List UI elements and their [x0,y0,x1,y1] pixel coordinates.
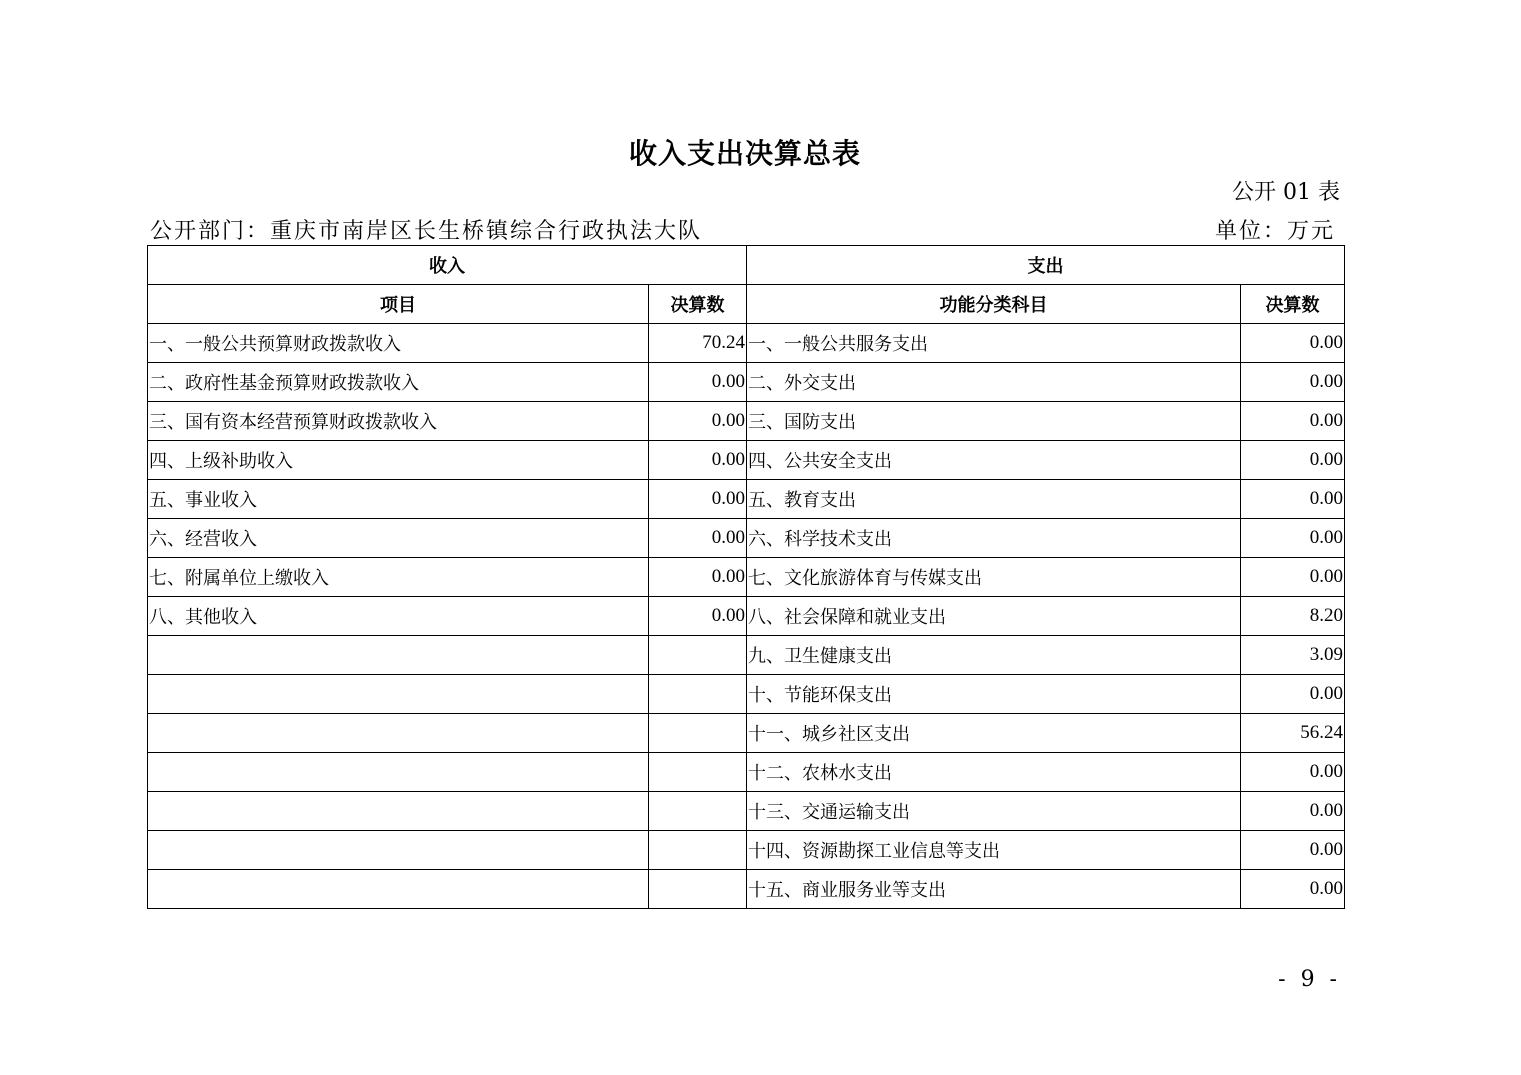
income-amount-cell: 0.00 [649,597,747,636]
expense-item-cell: 十二、农林水支出 [747,753,1241,792]
income-amount-cell [649,636,747,675]
expense-amount-cell: 0.00 [1241,675,1345,714]
table-row [148,324,1345,363]
income-item-cell [148,714,649,753]
expense-item-cell: 一、一般公共服务支出 [747,324,1241,363]
income-item-cell [148,636,649,675]
expense-amount-cell: 0.00 [1241,831,1345,870]
table-row [148,753,1345,792]
income-amount-cell: 0.00 [649,441,747,480]
expense-item-cell: 六、科学技术支出 [747,519,1241,558]
income-amount-cell: 70.24 [649,324,747,363]
expense-item-cell: 十、节能环保支出 [747,675,1241,714]
income-item-cell: 三、国有资本经营预算财政拨款收入 [148,402,649,441]
income-amount-cell [649,870,747,909]
table-body [148,324,1345,909]
page-title: 收入支出决算总表 [628,137,861,170]
income-item-cell: 八、其他收入 [148,597,649,636]
income-item-cell [148,675,649,714]
function-category-header: 功能分类科目 [747,285,1241,324]
expense-item-cell: 十五、商业服务业等支出 [747,870,1241,909]
table-row [148,480,1345,519]
expense-amount-cell: 0.00 [1241,324,1345,363]
income-amount-cell: 0.00 [649,480,747,519]
expense-item-cell: 九、卫生健康支出 [747,636,1241,675]
income-amount-cell [649,675,747,714]
expense-amount-cell: 8.20 [1241,597,1345,636]
income-amount-cell: 0.00 [649,519,747,558]
form-code: 公开 01 表 [1232,180,1340,205]
expense-item-cell: 七、文化旅游体育与传媒支出 [747,558,1241,597]
page-number: - 9 - [1278,967,1341,992]
expense-item-cell: 十三、交通运输支出 [747,792,1241,831]
expense-amount-cell: 56.24 [1241,714,1345,753]
table-row [148,831,1345,870]
income-amount-cell [649,714,747,753]
table-row [148,558,1345,597]
expense-amount-cell: 0.00 [1241,480,1345,519]
expense-amount-header: 决算数 [1241,285,1345,324]
table-row [148,441,1345,480]
income-amount-cell: 0.00 [649,402,747,441]
expense-item-cell: 三、国防支出 [747,402,1241,441]
expense-amount-cell: 0.00 [1241,363,1345,402]
income-item-cell [148,792,649,831]
expense-amount-cell: 0.00 [1241,519,1345,558]
income-item-cell [148,831,649,870]
expense-amount-cell: 0.00 [1241,792,1345,831]
department-label: 公开部门：重庆市南岸区长生桥镇综合行政执法大队 [150,219,703,244]
expense-item-cell: 四、公共安全支出 [747,441,1241,480]
income-item-cell: 四、上级补助收入 [148,441,649,480]
income-item-cell [148,870,649,909]
income-expense-table [147,245,1345,909]
income-item-cell: 七、附属单位上缴收入 [148,558,649,597]
table-row [148,402,1345,441]
expense-amount-cell: 0.00 [1241,402,1345,441]
table-group-header-row [148,246,1345,285]
expense-item-cell: 八、社会保障和就业支出 [747,597,1241,636]
table-row [148,675,1345,714]
income-amount-cell [649,792,747,831]
income-item-cell: 五、事业收入 [148,480,649,519]
expense-amount-cell: 0.00 [1241,441,1345,480]
unit-label: 单位：万元 [1214,219,1335,244]
table-row [148,714,1345,753]
income-amount-cell [649,753,747,792]
expense-amount-cell: 0.00 [1241,870,1345,909]
expense-amount-cell: 3.09 [1241,636,1345,675]
table-row [148,597,1345,636]
table-row [148,363,1345,402]
expense-item-cell: 二、外交支出 [747,363,1241,402]
expense-item-cell: 十一、城乡社区支出 [747,714,1241,753]
income-amount-header: 决算数 [649,285,747,324]
expense-item-cell: 十四、资源勘探工业信息等支出 [747,831,1241,870]
income-item-cell [148,753,649,792]
table-row [148,792,1345,831]
table-column-header-row [148,285,1345,324]
expense-amount-cell: 0.00 [1241,558,1345,597]
expense-item-cell: 五、教育支出 [747,480,1241,519]
income-item-cell: 二、政府性基金预算财政拨款收入 [148,363,649,402]
income-item-header: 项目 [148,285,649,324]
table-row [148,870,1345,909]
expense-amount-cell: 0.00 [1241,753,1345,792]
income-item-cell: 六、经营收入 [148,519,649,558]
income-amount-cell: 0.00 [649,558,747,597]
income-amount-cell [649,831,747,870]
income-item-cell: 一、一般公共预算财政拨款收入 [148,324,649,363]
table-row [148,519,1345,558]
income-group-header: 收入 [148,246,747,285]
table-row [148,636,1345,675]
expense-group-header: 支出 [747,246,1345,285]
income-amount-cell: 0.00 [649,363,747,402]
